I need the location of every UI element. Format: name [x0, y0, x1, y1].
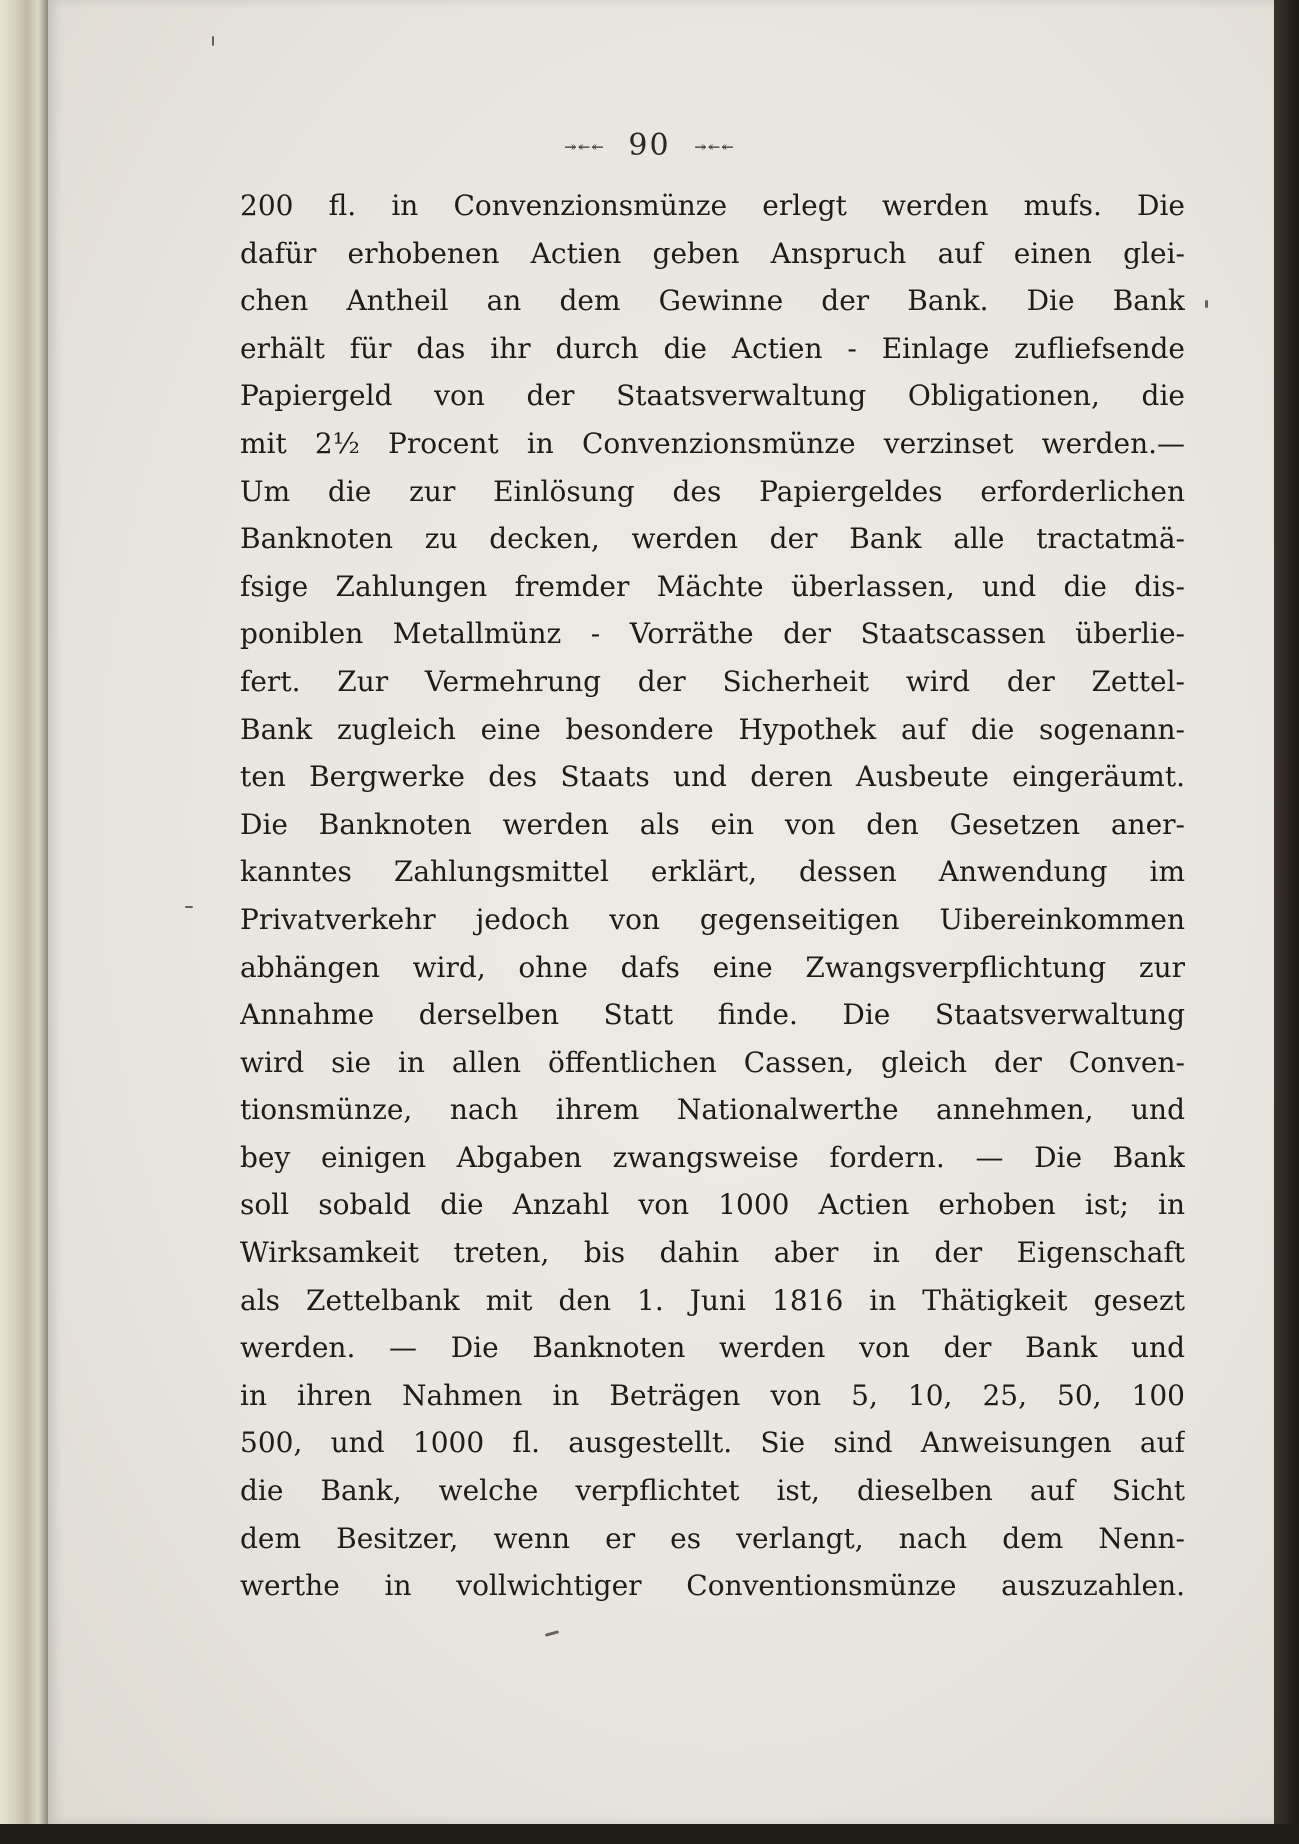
text-line: bey einigen Abgaben zwangsweise fordern. — Die Bank [240, 1140, 1185, 1174]
text-line: werden. — Die Banknoten werden von der Bank und [240, 1331, 1185, 1365]
text-line: Um die zur Einlösung des Papiergeldes erforderlichen [240, 474, 1185, 508]
text-line: 200 fl. in Convenzionsmünze erlegt werden mufs. Die [240, 189, 1185, 222]
scan-bottom-border [0, 1824, 1299, 1844]
text-line: fert. Zur Vermehrung der Sicherheit wird der Zettel- [240, 664, 1185, 698]
text-line: als Zettelbank mit den 1. Juni 1816 in Thätigkeit gesezt [240, 1283, 1185, 1317]
text-line: Annahme derselben Statt finde. Die Staatsverwaltung [240, 998, 1185, 1032]
text-line: werthe in vollwichtiger Conventionsmünze auszuzahlen. [240, 1569, 1185, 1603]
paper-speck [1205, 300, 1208, 308]
paper-speck [185, 906, 193, 908]
text-line: Banknoten zu decken, werden der Bank alle tractatmä- [240, 522, 1185, 556]
text-line: dafür erhobenen Actien geben Anspruch auf einen glei- [240, 236, 1185, 270]
text-line: wird sie in allen öffentlichen Cassen, gleich der Conven- [240, 1045, 1185, 1079]
text-line: soll sobald die Anzahl von 1000 Actien erhoben ist; in [240, 1188, 1185, 1222]
paper-speck [212, 36, 214, 46]
text-line: mit 2½ Procent in Convenzionsmünze verzinset werden.— [240, 426, 1185, 460]
text-line: die Bank, welche verpflichtet ist, dieselben auf Sicht [240, 1474, 1185, 1508]
page-number: 90 [628, 128, 671, 163]
text-line: 500, und 1000 fl. ausgestellt. Sie sind Anweisungen auf [240, 1426, 1185, 1460]
book-gutter-shadow [1274, 0, 1299, 1844]
text-line: in ihren Nahmen in Beträgen von 5, 10, 25, 50, 100 [240, 1378, 1185, 1412]
text-line: Papiergeld von der Staatsverwaltung Obligationen, die [240, 379, 1185, 413]
running-head [0, 128, 1299, 163]
text-line: dem Besitzer, wenn er es verlangt, nach dem Nenn- [240, 1521, 1185, 1555]
text-line: kanntes Zahlungsmittel erklärt, dessen Anwendung im [240, 855, 1185, 889]
book-page-edges [0, 0, 48, 1844]
ornament-right: ↠↞↞ [694, 138, 735, 156]
text-line: chen Antheil an dem Gewinne der Bank. Die Bank [240, 284, 1185, 318]
text-line: Bank zugleich eine besondere Hypothek auf die sogenann- [240, 712, 1185, 746]
body-text [240, 182, 1185, 1610]
text-line: Wirksamkeit treten, bis dahin aber in der Eigenschaft [240, 1236, 1185, 1270]
text-line: abhängen wird, ohne dafs eine Zwangsverpflichtung zur [240, 950, 1185, 984]
text-line: ten Bergwerke des Staats und deren Ausbeute eingeräumt. [240, 760, 1185, 794]
text-line: fsige Zahlungen fremder Mächte überlassen, und die dis- [240, 569, 1185, 603]
text-line: erhält für das ihr durch die Actien - Einlage zufliefsende [240, 331, 1185, 365]
text-line: Privatverkehr jedoch von gegenseitigen Uibereinkommen [240, 902, 1185, 936]
text-line: Die Banknoten werden als ein von den Gesetzen aner- [240, 807, 1185, 841]
text-line: poniblen Metallmünz - Vorräthe der Staatscassen überlie- [240, 617, 1185, 651]
ornament-left: ↠↞↞ [564, 138, 605, 156]
text-line: tionsmünze, nach ihrem Nationalwerthe annehmen, und [240, 1093, 1185, 1127]
